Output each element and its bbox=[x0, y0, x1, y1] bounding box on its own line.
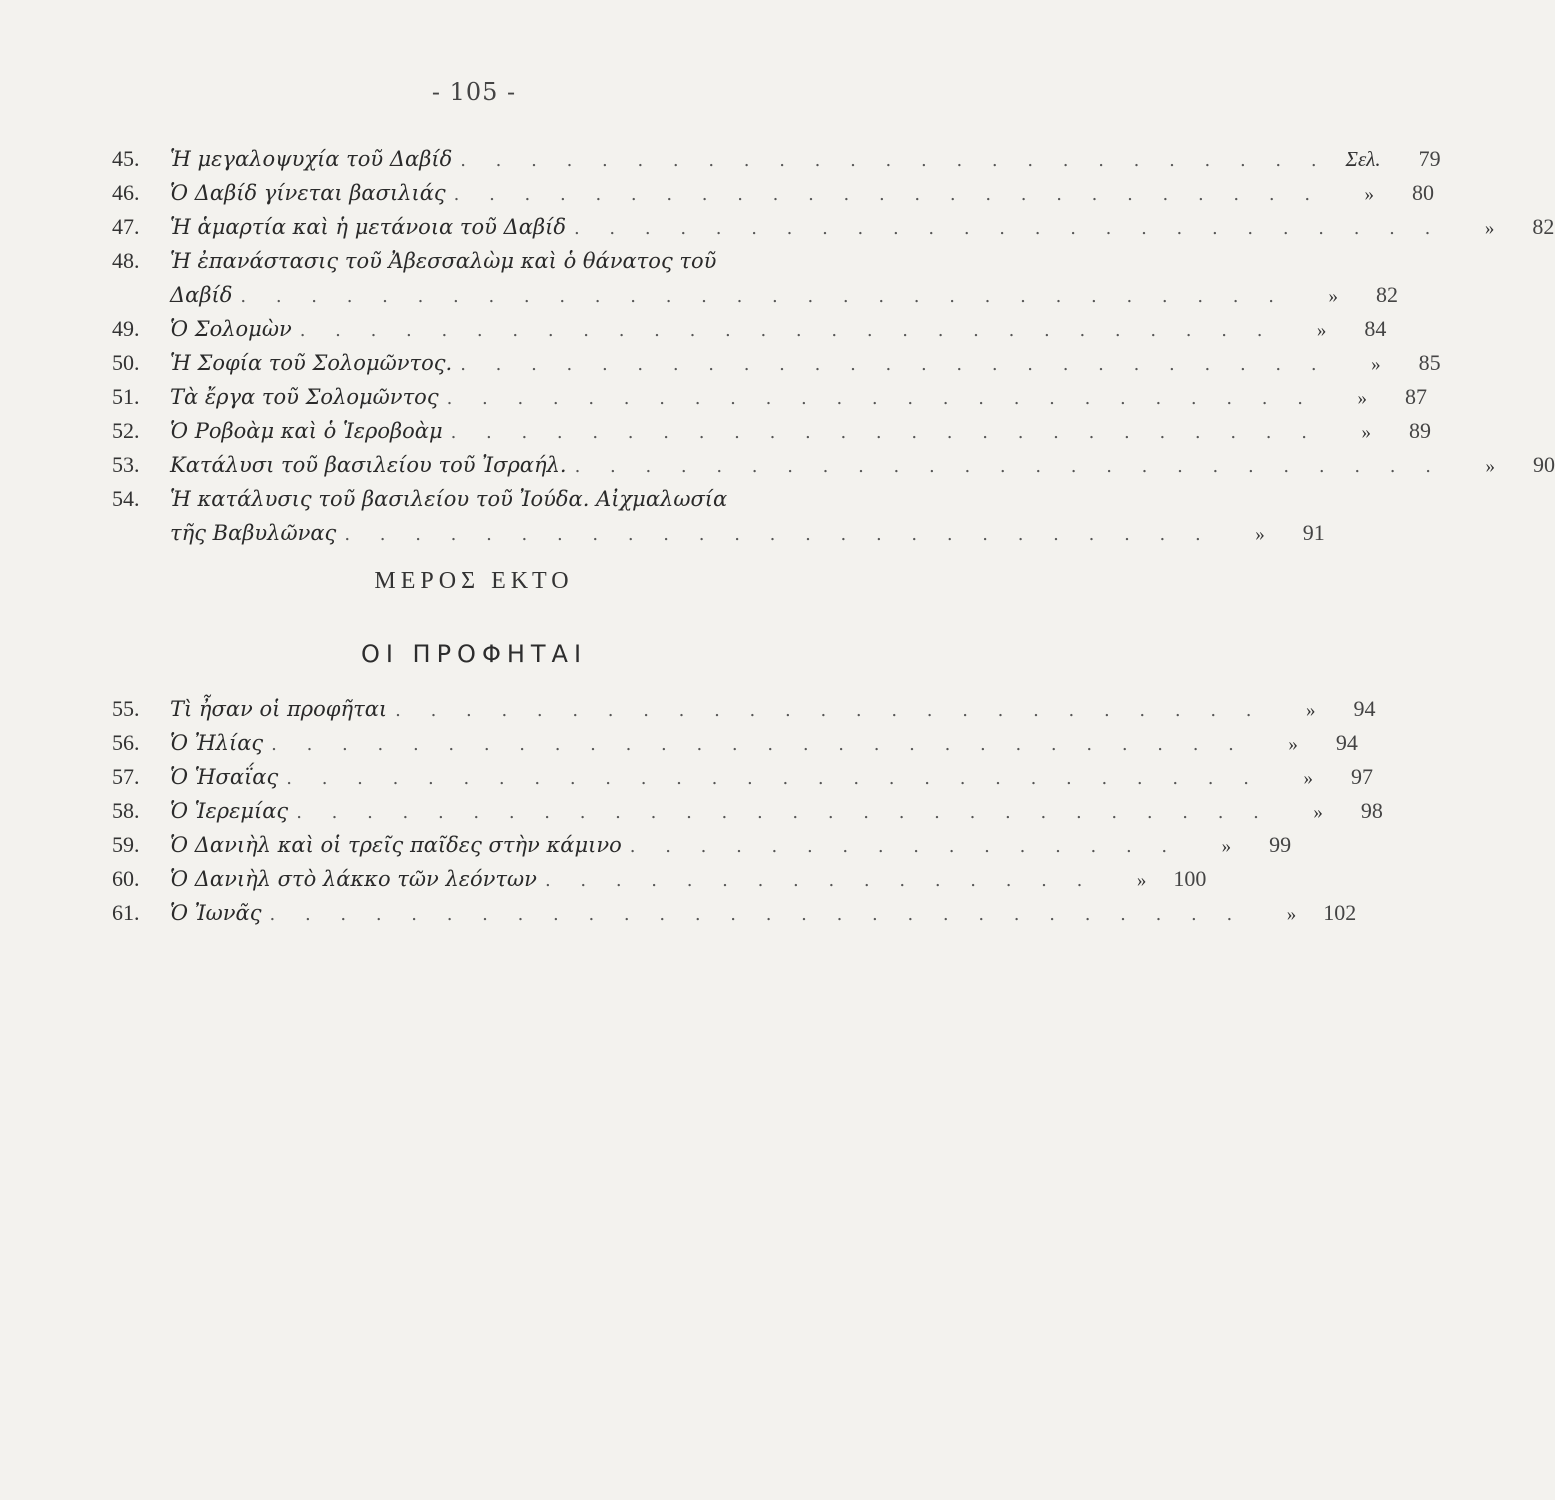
toc-entry-60[interactable] bbox=[112, 862, 1207, 896]
entry-page: 100 bbox=[1173, 866, 1207, 891]
entry-title: Ἡ κατάλυσις τοῦ βασιλείου τοῦ Ἰούδα. Αἰχμαλωσία bbox=[170, 487, 728, 511]
entry-number: 59. bbox=[112, 832, 140, 857]
entry-title: Ὁ Σολομὼν bbox=[170, 317, 292, 341]
toc-entry-59[interactable] bbox=[112, 828, 1292, 862]
entry-number: 53. bbox=[112, 452, 140, 477]
entry-title: Ἡ ἐπανάστασις τοῦ Ἀβεσσαλὼμ καὶ ὁ θάνατος τοῦ bbox=[170, 249, 717, 273]
toc-list-top bbox=[112, 142, 1555, 550]
entry-number: 51. bbox=[112, 384, 140, 409]
entry-number: 50. bbox=[112, 350, 140, 375]
dot-leader: . . . . . . . . . . . . . . . . . . . . . . . . . bbox=[450, 422, 1319, 443]
toc-entry-53[interactable] bbox=[112, 448, 1555, 482]
dot-leader: . . . . . . . . . . . . . . . . . . . . . . . . . bbox=[460, 354, 1329, 375]
page-marker: » bbox=[1328, 286, 1338, 307]
entry-page: 85 bbox=[1418, 350, 1441, 375]
entry-title: Τὶ ἦσαν οἱ προφῆται bbox=[170, 697, 388, 721]
toc-entry-58[interactable] bbox=[112, 794, 1383, 828]
entry-number: 52. bbox=[112, 418, 140, 443]
entry-page: 82 bbox=[1532, 214, 1555, 239]
dot-leader: . . . . . . . . . . . . . . . . . . . . . . . . . bbox=[573, 218, 1443, 239]
toc-entry-54-line1[interactable] bbox=[112, 482, 882, 516]
page-marker: » bbox=[1288, 734, 1298, 755]
dot-leader: . . . . . . . . . . . . . . . . . . . . . . . . . bbox=[460, 150, 1329, 171]
page-marker: » bbox=[1485, 456, 1495, 477]
page-marker: » bbox=[1371, 354, 1381, 375]
entry-number: 55. bbox=[112, 696, 140, 721]
entry-page: 102 bbox=[1323, 900, 1357, 925]
entry-page: 98 bbox=[1360, 798, 1383, 823]
entry-page: 91 bbox=[1302, 520, 1325, 545]
entry-page: 89 bbox=[1408, 418, 1431, 443]
page-marker: » bbox=[1286, 904, 1297, 925]
entry-title: Ὁ Ροβοὰμ καὶ ὁ Ἱεροβοὰμ bbox=[170, 419, 443, 443]
entry-number: 48. bbox=[112, 248, 140, 273]
entry-number: 49. bbox=[112, 316, 140, 341]
toc-entry-56[interactable] bbox=[112, 726, 1358, 760]
entry-page: 99 bbox=[1269, 832, 1292, 857]
toc-entry-48-line2[interactable] bbox=[112, 278, 1398, 312]
entry-title: Ἡ μεγαλοψυχία τοῦ Δαβίδ bbox=[170, 147, 453, 171]
entry-title: Ὁ Ἡσαΐας bbox=[170, 765, 279, 789]
toc-entry-49[interactable] bbox=[112, 312, 1387, 346]
page-number: - 105 - bbox=[431, 78, 517, 106]
entry-title: Ὁ Δαβίδ γίνεται βασιλιάς bbox=[170, 181, 446, 205]
entry-number: 58. bbox=[112, 798, 140, 823]
page-marker: » bbox=[1357, 388, 1367, 409]
dot-leader: . . . . . . . . . . . . . . . . . . . . . . . . . . . . bbox=[286, 768, 1261, 789]
entry-page: 97 bbox=[1350, 764, 1373, 789]
entry-page: 84 bbox=[1364, 316, 1387, 341]
toc-entry-54-line2[interactable] bbox=[112, 516, 1325, 550]
entry-page: 94 bbox=[1353, 696, 1376, 721]
entry-title: Τὰ ἔργα τοῦ Σολομῶντος bbox=[170, 385, 439, 409]
dot-leader: . . . . . . . . . . . . . . . . . . . . . . . . . bbox=[453, 184, 1323, 205]
toc-entry-57[interactable] bbox=[112, 760, 1373, 794]
entry-number: 45. bbox=[112, 146, 140, 171]
dot-leader: . . . . . . . . . . . . . . . . . . . . . . . . . bbox=[344, 524, 1213, 545]
entry-title: Ἡ Σοφία τοῦ Σολομῶντος. bbox=[170, 351, 453, 375]
entry-page: 79 bbox=[1418, 146, 1441, 171]
page-marker: » bbox=[1313, 802, 1323, 823]
entry-number: 60. bbox=[112, 866, 140, 891]
toc-entry-48-line1[interactable] bbox=[112, 244, 882, 278]
entry-page: 82 bbox=[1375, 282, 1398, 307]
entry-number: 61. bbox=[112, 900, 140, 925]
entry-title: Ὁ Δανιὴλ καὶ οἱ τρεῖς παῖδες στὴν κάμινο bbox=[170, 833, 622, 857]
toc-entry-51[interactable] bbox=[112, 380, 1427, 414]
dot-leader: . . . . . . . . . . . . . . . . . . . . . . . . . . . . . . bbox=[240, 286, 1286, 307]
page-marker: » bbox=[1136, 870, 1147, 891]
dot-leader: . . . . . . . . . . . . . . . . . . . . . . . . . . . . bbox=[271, 734, 1246, 755]
toc-entry-52[interactable] bbox=[112, 414, 1431, 448]
entry-title-continued: Δαβίδ bbox=[170, 283, 233, 307]
page-marker: » bbox=[1364, 184, 1375, 205]
toc-entry-46[interactable] bbox=[112, 176, 1435, 210]
section-subtitle: ΟΙ ΠΡΟΦΗΤΑΙ bbox=[360, 640, 588, 668]
dot-leader: . . . . . . . . . . . . . . . . . . . . . . . . . . . . bbox=[299, 320, 1275, 341]
dot-leader: . . . . . . . . . . . . . . . . bbox=[544, 870, 1095, 891]
dot-leader: . . . . . . . . . . . . . . . . . . . . . . . . . bbox=[395, 700, 1264, 721]
page-marker: » bbox=[1306, 700, 1316, 721]
toc-entry-47[interactable] bbox=[112, 210, 1555, 244]
entry-page: 94 bbox=[1335, 730, 1358, 755]
entry-title-continued: τῆς Βαβυλῶνας bbox=[170, 521, 337, 545]
entry-title: Κατάλυσι τοῦ βασιλείου τοῦ Ἰσραήλ. bbox=[170, 453, 567, 477]
entry-title: Ὁ Δανιὴλ στὸ λάκκο τῶν λεόντων bbox=[170, 867, 537, 891]
entry-number: 47. bbox=[112, 214, 140, 239]
page-marker: » bbox=[1484, 218, 1495, 239]
page-marker: Σελ. bbox=[1345, 147, 1381, 171]
entry-number: 56. bbox=[112, 730, 140, 755]
entry-page: 90 bbox=[1532, 452, 1555, 477]
dot-leader: . . . . . . . . . . . . . . . . . . . . . . . . . bbox=[574, 456, 1443, 477]
toc-list-bottom bbox=[112, 692, 1383, 930]
entry-number: 46. bbox=[112, 180, 140, 205]
toc-entry-55[interactable] bbox=[112, 692, 1376, 726]
entry-title: Ὁ Ἱερεμίας bbox=[170, 799, 289, 823]
page-marker: » bbox=[1221, 836, 1232, 857]
entry-number: 57. bbox=[112, 764, 140, 789]
page-marker: » bbox=[1316, 320, 1327, 341]
entry-page: 87 bbox=[1404, 384, 1427, 409]
toc-entry-45[interactable] bbox=[112, 142, 1441, 176]
entry-title: Ὁ Ἰωνᾶς bbox=[170, 901, 262, 925]
page-marker: » bbox=[1361, 422, 1371, 443]
dot-leader: . . . . . . . . . . . . . . . . bbox=[629, 836, 1180, 857]
dot-leader: . . . . . . . . . . . . . . . . . . . . . . . . . bbox=[446, 388, 1315, 409]
entry-title: Ὁ Ἠλίας bbox=[170, 731, 264, 755]
page-marker: » bbox=[1255, 524, 1265, 545]
page-marker: » bbox=[1303, 768, 1313, 789]
dot-leader: . . . . . . . . . . . . . . . . . . . . . . . . . . . . bbox=[296, 802, 1271, 823]
toc-entry-61[interactable] bbox=[112, 896, 1357, 930]
section-title: ΜΕΡΟΣ ΕΚΤΟ bbox=[374, 568, 574, 594]
entry-number: 54. bbox=[112, 486, 140, 511]
entry-title: Ἡ ἁμαρτία καὶ ἡ μετάνοια τοῦ Δαβίδ bbox=[170, 215, 566, 239]
entry-page: 80 bbox=[1412, 180, 1435, 205]
dot-leader: . . . . . . . . . . . . . . . . . . . . . . . . . . . . bbox=[269, 904, 1245, 925]
toc-entry-50[interactable] bbox=[112, 346, 1441, 380]
